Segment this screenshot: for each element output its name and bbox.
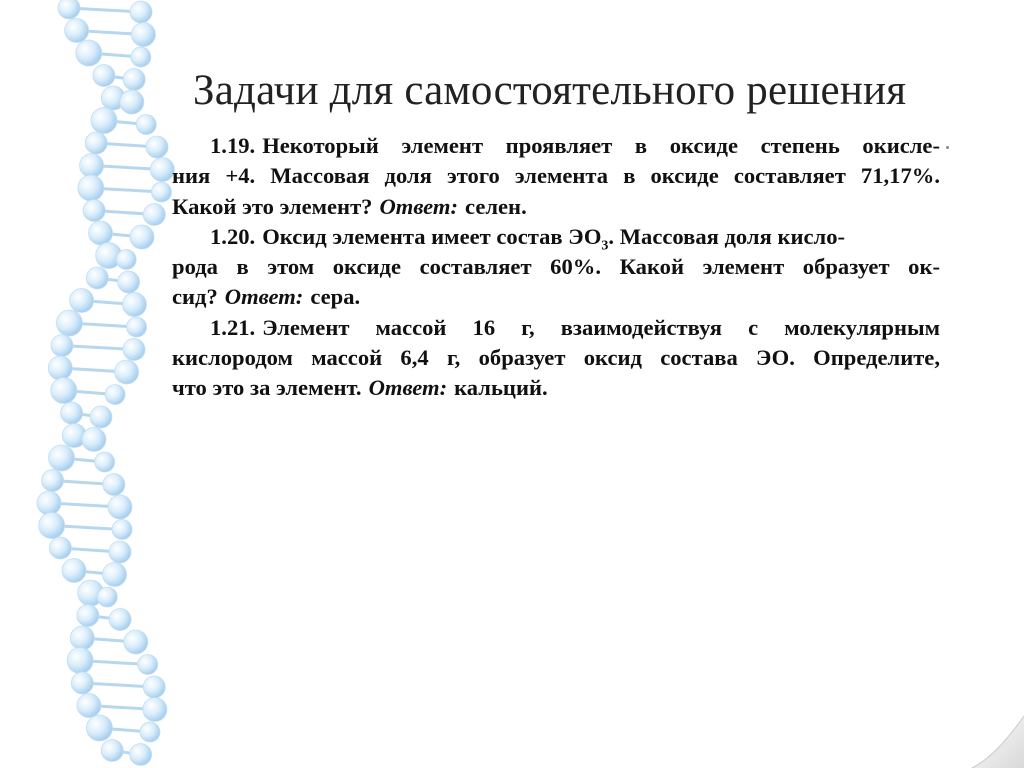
dna-ball <box>70 289 94 313</box>
dna-ball <box>118 271 140 293</box>
dna-ball <box>143 698 167 722</box>
problem-2-line-1 <box>172 222 940 252</box>
stray-dot <box>946 146 949 149</box>
dna-ball <box>150 158 174 182</box>
dna-ball <box>70 626 94 650</box>
dna-ball <box>77 694 101 718</box>
dna-ball <box>82 428 106 452</box>
dna-ball <box>123 69 145 91</box>
dna-ball <box>131 47 151 67</box>
dna-ball <box>105 385 125 405</box>
dna-ball <box>77 605 99 627</box>
dna-strand-graphic <box>0 0 200 768</box>
dna-ball <box>61 402 83 424</box>
answer-value: селен. <box>465 193 527 219</box>
dna-ball <box>37 491 61 515</box>
problem-3-line-1 <box>172 313 940 343</box>
problem-text: кислородом массой 6,4 г, образует оксид состава ЭО. Определите, <box>172 345 940 371</box>
dna-ball <box>42 470 64 492</box>
dna-ball <box>136 115 156 135</box>
page-curl-corner <box>944 708 1024 768</box>
problem-number: 1.20. <box>210 223 256 249</box>
dna-ball <box>86 267 108 289</box>
dna-ball <box>115 360 139 384</box>
answer-label: Ответ: <box>224 284 304 310</box>
dna-ball <box>120 90 144 114</box>
problem-text: ния +4. Массовая доля этого элемента в оксиде составляет 71,17%. <box>172 163 940 189</box>
dna-ball <box>124 630 148 654</box>
dna-ball <box>103 474 125 496</box>
problem-number: 1.19. <box>210 133 256 158</box>
dna-ball <box>58 0 80 19</box>
dna-ball <box>130 744 152 766</box>
dna-ball <box>80 154 104 178</box>
problem-3-line-2 <box>172 343 940 373</box>
problem-text: рода в этом оксиде составляет 60%. Какой элемент образует ок- <box>172 254 940 280</box>
dna-ball <box>91 108 117 134</box>
dna-ball <box>140 722 160 742</box>
problem-1-line-1 <box>172 131 940 161</box>
dna-ball <box>123 339 145 361</box>
dna-ball <box>112 520 132 540</box>
problem-text: что это за элемент. <box>172 375 362 401</box>
dna-ball <box>67 648 93 674</box>
dna-ball <box>116 250 136 270</box>
dna-ball <box>85 132 107 154</box>
dna-ball <box>138 655 158 675</box>
dna-ball <box>89 221 113 245</box>
problem-3-line-3 <box>172 373 940 403</box>
dna-ball <box>131 23 155 47</box>
dna-ball <box>95 452 115 472</box>
page-title: Задачи для самостоятельного решения <box>193 67 907 114</box>
dna-ball <box>48 356 72 380</box>
answer-value: кальций. <box>454 375 548 401</box>
answer-value: сера. <box>310 284 361 310</box>
dna-ball <box>143 204 165 226</box>
dna-ball <box>90 406 112 428</box>
problem-2-line-3 <box>172 282 940 312</box>
dna-ball <box>65 19 89 43</box>
problem-text: Некоторый элемент проявляет в оксиде степень окисле- <box>262 133 940 158</box>
answer-label: Ответ: <box>379 193 459 219</box>
problem-text: Элемент массой 16 г, взаимодействуя с молекулярным <box>262 314 940 340</box>
problem-2-line-2 <box>172 252 940 282</box>
dna-ball <box>103 563 127 587</box>
dna-ball <box>39 513 65 539</box>
dna-ball <box>71 672 93 694</box>
dna-ball <box>51 335 73 357</box>
dna-ball <box>49 537 71 559</box>
dna-ball <box>108 495 132 519</box>
dna-ball <box>97 587 117 607</box>
dna-ball <box>127 317 147 337</box>
problem-1-line-3 <box>172 192 940 222</box>
dna-ball <box>101 740 123 762</box>
problem-text: Оксид элемента имеет состав $ЭО_3$. Массовая доля кисло- <box>262 223 846 254</box>
dna-ball <box>49 445 75 471</box>
dna-ball <box>146 136 168 158</box>
dna-ball <box>76 40 102 66</box>
dna-ball <box>83 200 105 222</box>
dna-ball <box>130 225 154 249</box>
dna-ball <box>93 65 115 87</box>
dna-ball <box>143 676 165 698</box>
dna-ball <box>51 378 77 404</box>
problem-text: Какой это элемент? <box>172 193 373 219</box>
dna-ball <box>130 1 152 23</box>
problems-text <box>172 131 940 404</box>
answer-label: Ответ: <box>368 375 448 401</box>
problem-1-line-2 <box>172 161 940 191</box>
dna-ball <box>56 310 82 336</box>
problem-text: сид? <box>172 284 218 310</box>
dna-ball <box>109 609 131 631</box>
dna-ball <box>109 541 131 563</box>
dna-ball <box>122 293 146 317</box>
dna-ball <box>86 715 112 741</box>
dna-ball <box>78 175 104 201</box>
dna-ball <box>62 559 86 583</box>
dna-ball <box>151 182 171 202</box>
subscript: 3 <box>601 238 609 254</box>
problem-number: 1.21. <box>210 314 256 340</box>
